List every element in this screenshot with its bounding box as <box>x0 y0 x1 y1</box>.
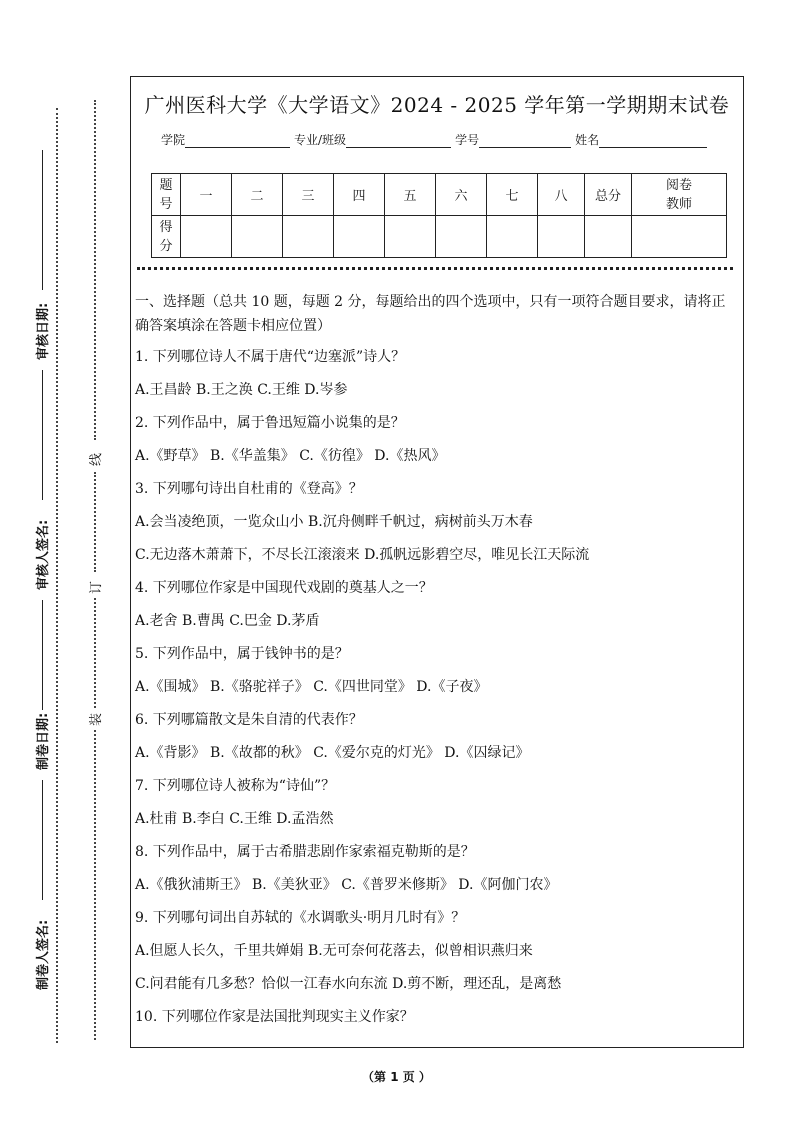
score-table <box>151 173 727 258</box>
score-row-label: 得 分 <box>152 216 181 258</box>
score-cell[interactable] <box>181 216 232 258</box>
make-date-line <box>42 600 43 710</box>
binding-dotted-line <box>94 472 96 572</box>
dotted-separator <box>137 267 733 270</box>
major-class-field[interactable] <box>346 133 451 148</box>
option-line: A.《野草》 B.《华盖集》 C.《彷徨》 D.《热风》 <box>135 448 446 464</box>
score-cell[interactable] <box>334 216 385 258</box>
page-title: 广州医科大学《大学语文》2024 - 2025 学年第一学期期末试卷 <box>144 93 730 117</box>
question-line: 4. 下列哪位作家是中国现代戏剧的奠基人之一？ <box>135 580 433 596</box>
score-table-header-row <box>152 174 727 216</box>
binding-dotted-line <box>94 598 96 708</box>
question-line: 2. 下列作品中，属于鲁迅短篇小说集的是？ <box>135 415 405 431</box>
score-col-6: 六 <box>436 174 487 216</box>
exam-frame <box>130 76 744 1048</box>
question-line: 3. 下列哪句诗出自杜甫的《登高》？ <box>135 481 363 497</box>
option-line: A.会当凌绝顶，一览众山小 B.沉舟侧畔千帆过，病树前头万木春 <box>135 514 533 530</box>
option-line: A.《围城》 B.《骆驼祥子》 C.《四世同堂》 D.《子夜》 <box>135 679 488 695</box>
option-line: A.王昌龄 B.王之涣 C.王维 D.岑参 <box>135 382 348 398</box>
student-info-row <box>161 131 711 148</box>
college-label: 学院 <box>161 133 186 147</box>
option-line: A.《俄狄浦斯王》 B.《美狄亚》 C.《普罗米修斯》 D.《阿伽门农》 <box>135 877 558 893</box>
make-date-label: 制卷日期: <box>36 712 51 770</box>
score-cell[interactable] <box>283 216 334 258</box>
reviewer-header: 阅卷 教师 <box>632 174 727 216</box>
section-intro: 一、选择题（总共 10 题，每题 2 分，每题给出的四个选项中，只有一项符合题目要求，请将正确答案填涂在答题卡相应位置） <box>135 294 726 334</box>
reviewer-signature-line <box>42 370 43 500</box>
binding-mark-order: 订 <box>89 580 105 595</box>
score-col-4: 四 <box>334 174 385 216</box>
reviewer-cell[interactable] <box>632 216 727 258</box>
score-cell[interactable] <box>385 216 436 258</box>
question-line: 8. 下列作品中，属于古希腊悲剧作家索福克勒斯的是？ <box>135 844 475 860</box>
score-col-5: 五 <box>385 174 436 216</box>
college-field[interactable] <box>185 133 290 148</box>
name-label: 姓名 <box>575 133 600 147</box>
score-col-2: 二 <box>232 174 283 216</box>
major-class-label: 专业/班级 <box>294 133 347 147</box>
maker-signature-label: 制卷人签名: <box>36 919 51 990</box>
question-line: 9. 下列哪句词出自苏轼的《水调歌头·明月几时有》？ <box>135 910 466 926</box>
review-date-label: 审核日期: <box>36 302 51 360</box>
score-cell[interactable] <box>538 216 585 258</box>
score-col-1: 一 <box>181 174 232 216</box>
question-line: 1. 下列哪位诗人不属于唐代“边塞派”诗人？ <box>135 349 406 365</box>
option-line: C.无边落木萧萧下，不尽长江滚滚来 D.孤帆远影碧空尽，唯见长江天际流 <box>135 547 590 563</box>
score-cell[interactable] <box>232 216 283 258</box>
score-col-8: 八 <box>538 174 585 216</box>
maker-signature-line <box>42 780 43 900</box>
option-line: A.杜甫 B.李白 C.王维 D.孟浩然 <box>135 811 334 827</box>
question-line: 10. 下列哪位作家是法国批判现实主义作家？ <box>135 1009 414 1025</box>
option-line: C.问君能有几多愁？恰似一江春水向东流 D.剪不断，理还乱，是离愁 <box>135 976 562 992</box>
question-line: 6. 下列哪篇散文是朱自清的代表作？ <box>135 712 363 728</box>
page-number: （第 1 页 ） <box>362 1070 431 1084</box>
question-line: 5. 下列作品中，属于钱钟书的是？ <box>135 646 349 662</box>
option-line: A.但愿人长久，千里共婵娟 B.无可奈何花落去，似曾相识燕归来 <box>135 943 533 959</box>
option-line: A.《背影》 B.《故都的秋》 C.《爱尔克的灯光》 D.《囚绿记》 <box>135 745 530 761</box>
score-col-3: 三 <box>283 174 334 216</box>
question-line: 7. 下列哪位诗人被称为“诗仙”？ <box>135 778 336 794</box>
binding-mark-bind: 装 <box>89 712 105 727</box>
option-line: A.老舍 B.曹禺 C.巴金 D.茅盾 <box>135 613 320 629</box>
question-number-header: 题 号 <box>152 174 181 216</box>
score-cell[interactable] <box>436 216 487 258</box>
score-col-total: 总分 <box>585 174 632 216</box>
sidebar-dotted-line <box>56 108 58 1043</box>
score-cell[interactable] <box>487 216 538 258</box>
score-table-score-row <box>152 216 727 258</box>
binding-dotted-line <box>94 100 96 440</box>
name-field[interactable] <box>599 133 707 148</box>
student-id-label: 学号 <box>455 133 480 147</box>
review-date-line <box>42 150 43 290</box>
score-cell[interactable] <box>585 216 632 258</box>
binding-mark-line: 线 <box>89 452 105 467</box>
binding-dotted-line <box>94 730 96 1040</box>
reviewer-signature-label: 审核人签名: <box>36 519 51 590</box>
score-col-7: 七 <box>487 174 538 216</box>
student-id-field[interactable] <box>479 133 571 148</box>
